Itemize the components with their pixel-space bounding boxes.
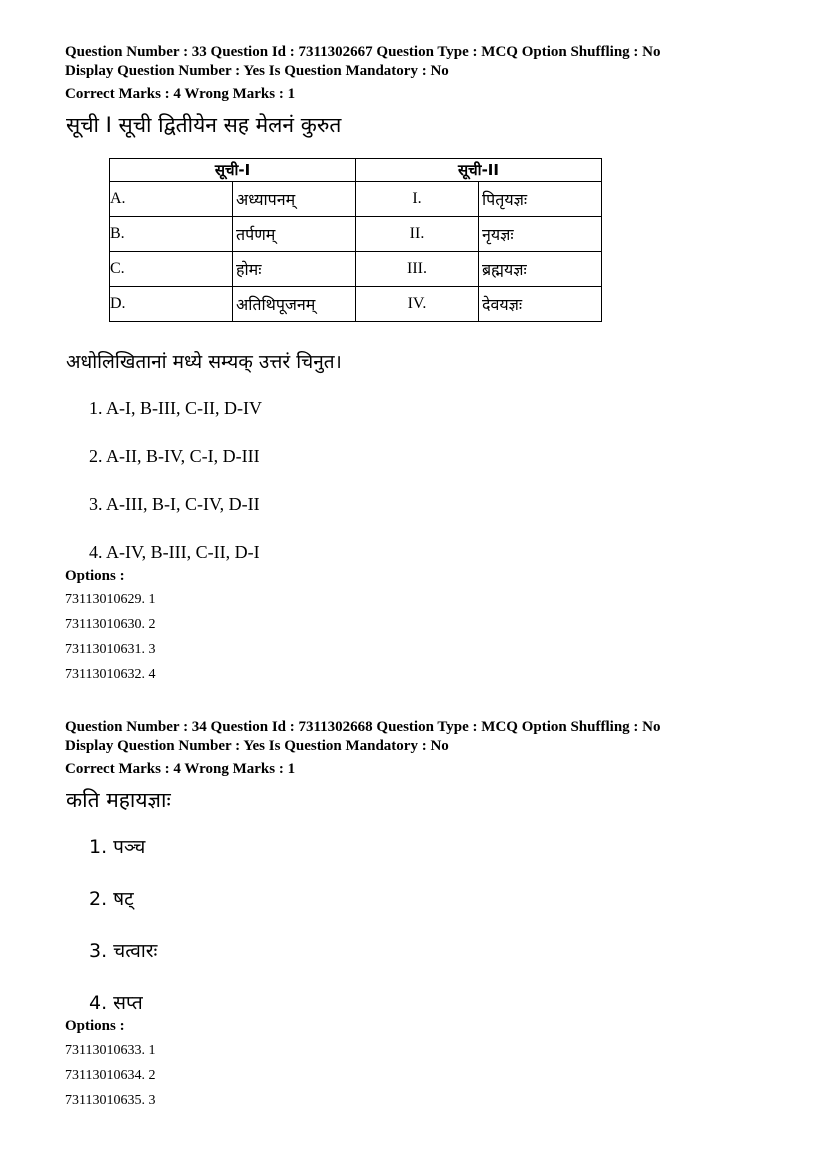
row-key-left: C. xyxy=(110,252,233,287)
q33-option-id-3: 73113010631. 3 xyxy=(65,642,156,657)
q34-options-label: Options : xyxy=(65,1018,125,1034)
q34-option-id-2: 73113010634. 2 xyxy=(65,1068,156,1083)
row-value-right: नृयज्ञः xyxy=(479,217,602,252)
q33-meta-line2: Display Question Number : Yes Is Question Mandatory : No xyxy=(65,63,449,79)
q33-marks: Correct Marks : 4 Wrong Marks : 1 xyxy=(65,86,296,102)
row-key-left: A. xyxy=(110,182,233,217)
row-key-right: I. xyxy=(356,182,479,217)
row-key-left: B. xyxy=(110,217,233,252)
q34-marks: Correct Marks : 4 Wrong Marks : 1 xyxy=(65,761,296,777)
row-value-left: तर्पणम् xyxy=(233,217,356,252)
q34-meta-line1: Question Number : 34 Question Id : 7311302668 Question Type : MCQ Option Shuffling : No xyxy=(65,719,661,735)
row-value-right: देवयज्ञः xyxy=(479,287,602,322)
table-row xyxy=(110,287,602,322)
row-value-right: ब्रह्मयज्ञः xyxy=(479,252,602,287)
q33-instruction: अधोलिखितानां मध्ये सम्यक् उत्तरं चिनुत। xyxy=(66,351,342,373)
row-value-left: अध्यापनम् xyxy=(233,182,356,217)
q33-options-label: Options : xyxy=(65,568,125,584)
q33-option-id-2: 73113010630. 2 xyxy=(65,617,156,632)
table-row xyxy=(110,182,602,217)
q34-option-id-3: 73113010635. 3 xyxy=(65,1093,156,1108)
q34-title: कति महायज्ञाः xyxy=(66,788,171,812)
q33-option-1[interactable]: 1. A-I, B-III, C-II, D-IV xyxy=(89,398,262,418)
q34-option-2[interactable]: 2. षट् xyxy=(89,888,134,910)
q33-option-4[interactable]: 4. A-IV, B-III, C-II, D-I xyxy=(89,542,260,562)
row-value-left: अतिथिपूजनम् xyxy=(233,287,356,322)
q33-option-id-1: 73113010629. 1 xyxy=(65,592,156,607)
row-key-right: III. xyxy=(356,252,479,287)
table-row xyxy=(110,217,602,252)
table-header-row xyxy=(110,159,602,182)
row-key-right: II. xyxy=(356,217,479,252)
q34-meta-line2: Display Question Number : Yes Is Question Mandatory : No xyxy=(65,738,449,754)
q33-match-table xyxy=(109,158,602,322)
q34-option-3[interactable]: 3. चत्वारः xyxy=(89,940,158,962)
q33-option-3[interactable]: 3. A-III, B-I, C-IV, D-II xyxy=(89,494,260,514)
table-header-list2: सूची-II xyxy=(356,159,602,182)
row-value-right: पितृयज्ञः xyxy=(479,182,602,217)
row-key-right: IV. xyxy=(356,287,479,322)
q34-option-4[interactable]: 4. सप्त xyxy=(89,992,143,1014)
q33-title: सूची I सूची द्वितीयेन सह मेलनं कुरुत xyxy=(66,113,342,137)
q34-option-id-1: 73113010633. 1 xyxy=(65,1043,156,1058)
q33-meta-line1: Question Number : 33 Question Id : 7311302667 Question Type : MCQ Option Shuffling : No xyxy=(65,44,661,60)
table-row xyxy=(110,252,602,287)
row-key-left: D. xyxy=(110,287,233,322)
table-header-list1: सूची-I xyxy=(110,159,356,182)
row-value-left: होमः xyxy=(233,252,356,287)
q33-option-id-4: 73113010632. 4 xyxy=(65,667,156,682)
q34-option-1[interactable]: 1. पञ्च xyxy=(89,836,146,858)
q33-option-2[interactable]: 2. A-II, B-IV, C-I, D-III xyxy=(89,446,260,466)
